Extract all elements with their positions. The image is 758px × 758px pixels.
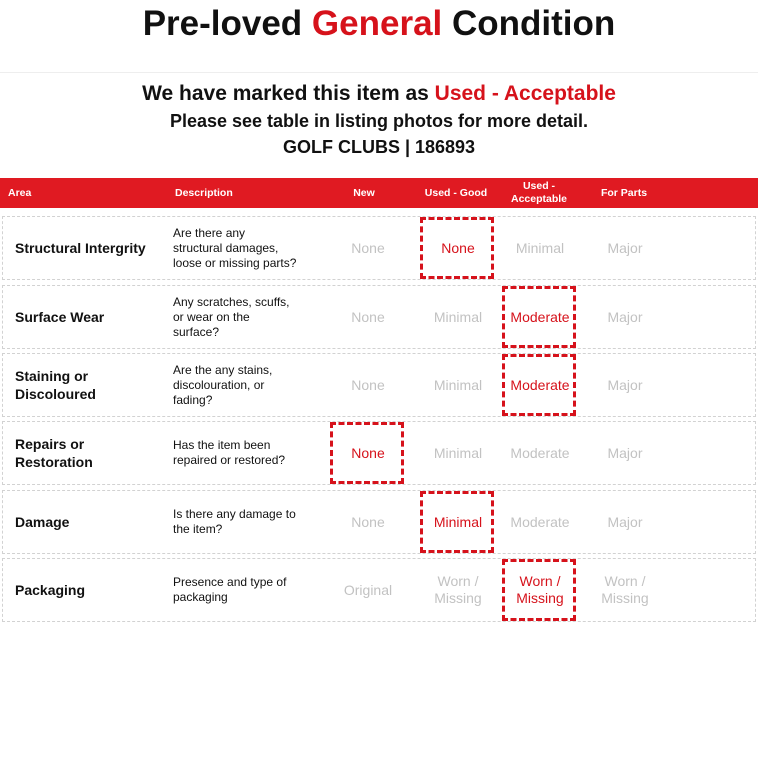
detail-note: Please see table in listing photos for more detail.	[169, 111, 589, 131]
cell-value-text: Major	[607, 444, 643, 461]
row-area-text: Packaging	[15, 582, 86, 598]
cell-value-text: None	[351, 376, 385, 393]
row-area-text: Repairs or	[15, 436, 85, 452]
cell-value-text: Missing	[516, 590, 564, 606]
condition-statement	[0, 81, 758, 107]
cell-value-text: Major	[607, 513, 643, 530]
cell-value-text: Missing	[601, 590, 649, 606]
row-description-text: Are the any stains,	[173, 362, 273, 377]
row-description-text: or wear on the	[173, 309, 250, 324]
row-area-text: Discoloured	[15, 386, 96, 402]
row-area	[15, 559, 165, 621]
cell-used-good	[413, 559, 503, 621]
row-description-text: structural damages,	[173, 240, 279, 255]
cell-value-text: None	[441, 239, 475, 256]
cell-new	[323, 354, 413, 416]
row-area	[15, 422, 165, 484]
cell-value-text: None	[351, 444, 385, 461]
cell-used-good	[413, 354, 503, 416]
row-description-text: packaging	[173, 590, 228, 604]
row-description-text: fading?	[173, 392, 213, 407]
row-description-text: Has the item been	[173, 438, 271, 452]
cell-for-parts	[580, 354, 670, 416]
selected-grade-marker	[502, 559, 576, 621]
row-description-text: Presence and type of	[173, 575, 287, 589]
row-description-text: Is there any damage to	[173, 507, 296, 521]
cell-used-good	[413, 286, 503, 348]
header-used-good: Used - Good	[424, 186, 488, 199]
selected-grade-marker	[502, 354, 576, 416]
row-area	[15, 491, 165, 553]
row-description-text: surface?	[173, 324, 220, 339]
header-used-acceptable-line2: Acceptable	[510, 193, 568, 205]
condition-grade: Used - Acceptable	[434, 82, 616, 105]
header-area: Area	[8, 186, 32, 199]
condition-statement-prefix: We have marked this item as	[142, 82, 429, 105]
row-area	[15, 354, 165, 416]
cell-value-text: Moderate	[510, 376, 570, 393]
cell-for-parts	[580, 559, 670, 621]
table-header	[0, 178, 758, 208]
header-new: New	[353, 186, 375, 199]
row-description-text: discolouration, or	[173, 377, 265, 392]
cell-used-good	[413, 422, 503, 484]
row-area	[15, 286, 165, 348]
cell-value-text: Missing	[434, 590, 482, 606]
row-description-text: the item?	[173, 522, 223, 536]
table-row	[2, 353, 756, 417]
row-description-text: repaired or restored?	[173, 453, 286, 467]
selected-grade-marker	[330, 422, 404, 484]
header-for-parts: For Parts	[600, 186, 648, 199]
cell-value-text: Minimal	[515, 239, 565, 256]
title-suffix: Condition	[452, 4, 616, 43]
header-description: Description	[175, 186, 233, 199]
cell-used-acceptable	[495, 422, 585, 484]
selected-grade-marker	[420, 217, 494, 279]
cell-value-text: Worn /	[437, 573, 479, 589]
row-area-text: Damage	[15, 514, 70, 530]
table-row	[2, 285, 756, 349]
cell-value-text: Original	[343, 581, 393, 598]
title-prefix: Pre-loved	[142, 4, 303, 43]
cell-value-text: None	[351, 513, 385, 530]
cell-value-text: Minimal	[433, 308, 483, 325]
cell-value-text: Minimal	[433, 444, 483, 461]
cell-used-acceptable	[495, 491, 585, 553]
row-area-text: Structural Intergrity	[15, 240, 146, 256]
cell-value-text: Major	[607, 239, 643, 256]
row-description	[173, 559, 313, 621]
cell-value-text: Moderate	[510, 513, 570, 530]
row-description-text: loose or missing parts?	[173, 255, 297, 270]
cell-new	[323, 559, 413, 621]
cell-for-parts	[580, 217, 670, 279]
row-description	[173, 286, 313, 348]
cell-value-text: Major	[607, 376, 643, 393]
cell-new	[323, 286, 413, 348]
cell-value-text: None	[351, 239, 385, 256]
row-description	[173, 354, 313, 416]
cell-new	[323, 491, 413, 553]
row-description-text: Are there any	[173, 225, 246, 240]
cell-new	[323, 217, 413, 279]
row-description-text: Any scratches, scuffs,	[173, 294, 290, 309]
row-area-text: Restoration	[15, 454, 93, 470]
row-description	[173, 217, 313, 279]
table-row	[2, 216, 756, 280]
cell-value-text: Worn /	[604, 573, 646, 589]
page-title	[0, 2, 758, 46]
cell-for-parts	[580, 286, 670, 348]
row-area-text: Staining or	[15, 368, 89, 384]
cell-for-parts	[580, 491, 670, 553]
title-divider	[0, 72, 758, 73]
table-row	[2, 558, 756, 622]
cell-value-text: None	[351, 308, 385, 325]
header-used-acceptable	[499, 178, 579, 208]
cell-value-text: Major	[607, 308, 643, 325]
item-reference: GOLF CLUBS | 186893	[282, 137, 476, 157]
row-description	[173, 422, 313, 484]
selected-grade-marker	[502, 286, 576, 348]
selected-grade-marker	[420, 491, 494, 553]
table-row	[2, 490, 756, 554]
cell-value-text: Moderate	[510, 444, 570, 461]
row-area	[15, 217, 165, 279]
row-area-text: Surface Wear	[15, 309, 105, 325]
cell-for-parts	[580, 422, 670, 484]
cell-used-acceptable	[495, 217, 585, 279]
cell-value-text: Worn /	[519, 573, 561, 589]
header-used-acceptable-line1: Used -	[522, 180, 556, 192]
cell-value-text: Minimal	[433, 513, 483, 530]
title-accent: General	[311, 4, 443, 43]
cell-value-text: Minimal	[433, 376, 483, 393]
row-description	[173, 491, 313, 553]
cell-value-text: Moderate	[510, 308, 570, 325]
